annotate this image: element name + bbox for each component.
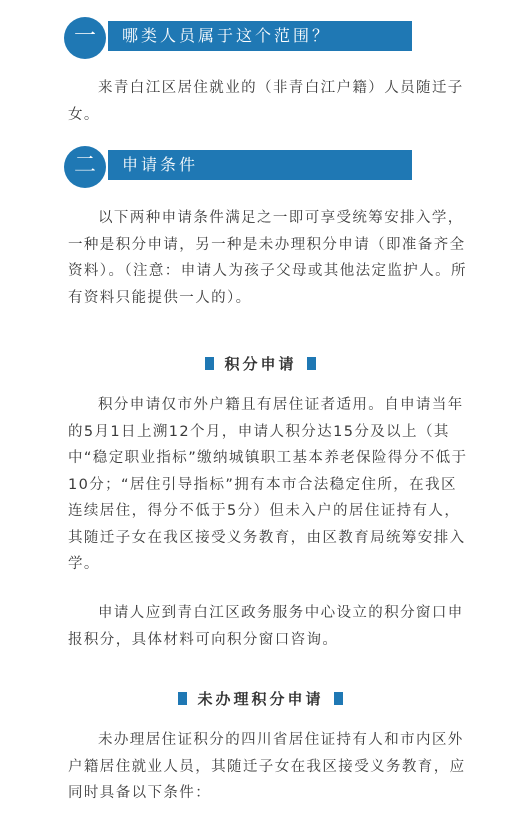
square-bullet-icon: [205, 357, 214, 370]
section-1-title: 哪类人员属于这个范围？: [122, 26, 332, 45]
section-2-paragraph: 以下两种申请条件满足之一即可享受统筹安排入学，一种是积分申请，另一种是未办理积分申请（即准备齐全资料）。（注意：申请人为孩子父母或其他法定监护人。所有资料只能提供一人的）。: [68, 210, 467, 306]
points-application-heading: [0, 352, 521, 376]
no-points-application-heading: [0, 687, 521, 711]
section-1-title-bar: [108, 21, 412, 51]
section-1-header: [64, 17, 424, 57]
section-2-title: 申请条件: [122, 155, 199, 174]
section-1-paragraph: 来青白江区居住就业的（非青白江户籍）人员随迁子女。: [68, 80, 464, 123]
section-1-number-badge: 一: [64, 17, 106, 59]
section-2-header: [64, 146, 424, 186]
points-paragraph-2: 申请人应到青白江区政务服务中心设立的积分窗口申报积分，具体材料可向积分窗口咨询。: [68, 605, 464, 648]
points-application-heading-text: 积分申请: [224, 355, 297, 373]
section-2-title-bar: [108, 150, 412, 180]
section-2-number-badge: 二: [64, 146, 106, 188]
square-bullet-icon: [334, 692, 343, 705]
no-points-paragraph-1: 未办理居住证积分的四川省居住证持有人和市内区外户籍居住就业人员，其随迁子女在我区接受义务教育，应同时具备以下条件：: [68, 732, 466, 801]
square-bullet-icon: [178, 692, 187, 705]
no-points-application-heading-text: 未办理积分申请: [197, 690, 324, 708]
square-bullet-icon: [307, 357, 316, 370]
points-paragraph-1: 积分申请仅市外户籍且有居住证者适用。自申请当年的5月1日上溯12个月，申请人积分达15分及以上（其中“稳定职业指标”缴纳城镇职工基本养老保险得分不低于10分；“居住引导指标”拥有本市合法稳定住所，在我区连续居住，得分不低于5分）但未入户的居住证持有人，其随迁子女在我区接受义务教育，由区教育局统筹安排入学。: [68, 397, 468, 572]
